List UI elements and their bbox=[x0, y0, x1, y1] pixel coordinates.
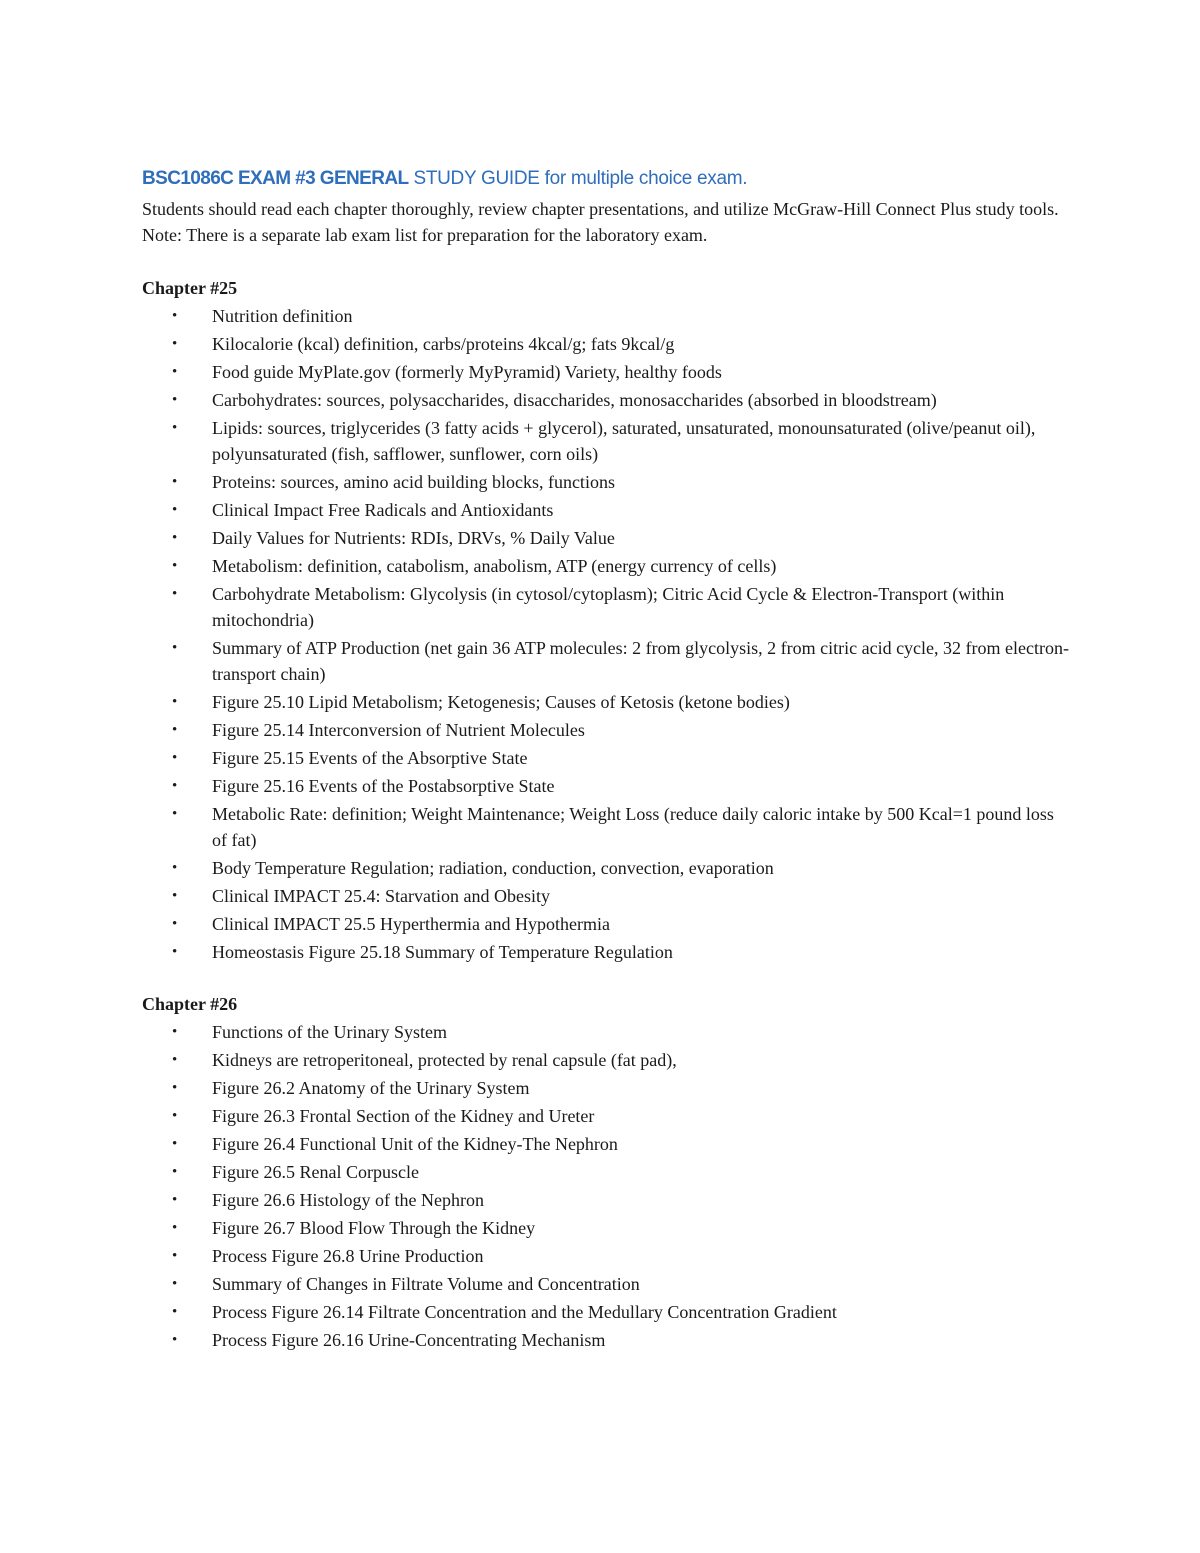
bullet-icon: • bbox=[172, 1136, 178, 1152]
list-item-text: Clinical IMPACT 25.4: Starvation and Obesity bbox=[212, 886, 550, 906]
list-item-text: Figure 25.16 Events of the Postabsorptive State bbox=[212, 776, 555, 796]
chapter-25-list bbox=[142, 303, 1072, 965]
list-item-text: Figure 26.4 Functional Unit of the Kidney-The Nephron bbox=[212, 1134, 618, 1154]
list-item-text: Figure 25.10 Lipid Metabolism; Ketogenesis; Causes of Ketosis (ketone bodies) bbox=[212, 692, 790, 712]
list-item bbox=[142, 359, 1072, 385]
bullet-icon: • bbox=[172, 308, 178, 324]
list-item bbox=[142, 415, 1072, 467]
list-item-text: Kidneys are retroperitoneal, protected by renal capsule (fat pad), bbox=[212, 1050, 677, 1070]
list-item bbox=[142, 1299, 1072, 1325]
list-item-text: Homeostasis Figure 25.18 Summary of Temperature Regulation bbox=[212, 942, 673, 962]
bullet-icon: • bbox=[172, 944, 178, 960]
bullet-icon: • bbox=[172, 860, 178, 876]
bullet-icon: • bbox=[172, 1220, 178, 1236]
list-item-text: Figure 26.7 Blood Flow Through the Kidney bbox=[212, 1218, 536, 1238]
chapter-25-heading: Chapter #25 bbox=[142, 278, 238, 298]
list-item-text: Figure 25.14 Interconversion of Nutrient Molecules bbox=[212, 720, 585, 740]
bullet-icon: • bbox=[172, 778, 178, 794]
bullet-icon: • bbox=[172, 640, 178, 656]
bullet-icon: • bbox=[172, 586, 178, 602]
list-item bbox=[142, 1131, 1072, 1157]
list-item-text: Metabolic Rate: definition; Weight Maintenance; Weight Loss (reduce daily caloric intake by 500 Kcal=1 pound loss of fat) bbox=[212, 804, 1054, 850]
list-item-text: Food guide MyPlate.gov (formerly MyPyramid) Variety, healthy foods bbox=[212, 362, 722, 382]
page-title-course: BSC1086C EXAM #3 GENERAL bbox=[142, 168, 409, 189]
list-item-text: Clinical Impact Free Radicals and Antioxidants bbox=[212, 500, 554, 520]
list-item-text: Process Figure 26.8 Urine Production bbox=[212, 1246, 484, 1266]
chapter-26-list bbox=[142, 1019, 1072, 1353]
list-item bbox=[142, 1075, 1072, 1101]
bullet-icon: • bbox=[172, 1080, 178, 1096]
bullet-icon: • bbox=[172, 1192, 178, 1208]
list-item bbox=[142, 689, 1072, 715]
intro-paragraph: Students should read each chapter thoroughly, review chapter presentations, and utilize McGraw-Hill Connect Plus study tools. Note: There is a separate lab exam list for preparation for the laboratory exam. bbox=[142, 199, 1059, 245]
bullet-icon: • bbox=[172, 474, 178, 490]
list-item-text: Metabolism: definition, catabolism, anabolism, ATP (energy currency of cells) bbox=[212, 556, 777, 576]
list-item-text: Kilocalorie (kcal) definition, carbs/proteins 4kcal/g; fats 9kcal/g bbox=[212, 334, 675, 354]
page-title bbox=[142, 164, 1072, 194]
list-item bbox=[142, 469, 1072, 495]
bullet-icon: • bbox=[172, 1108, 178, 1124]
list-item-text: Summary of ATP Production (net gain 36 ATP molecules: 2 from glycolysis, 2 from citric acid cycle, 32 from electron-transport chain) bbox=[212, 638, 1069, 684]
list-item bbox=[142, 303, 1072, 329]
bullet-icon: • bbox=[172, 1164, 178, 1180]
bullet-icon: • bbox=[172, 888, 178, 904]
list-item bbox=[142, 717, 1072, 743]
bullet-icon: • bbox=[172, 420, 178, 436]
list-item bbox=[142, 911, 1072, 937]
list-item-text: Figure 25.15 Events of the Absorptive State bbox=[212, 748, 528, 768]
bullet-icon: • bbox=[172, 502, 178, 518]
list-item bbox=[142, 855, 1072, 881]
bullet-icon: • bbox=[172, 1052, 178, 1068]
list-item bbox=[142, 801, 1072, 853]
list-item bbox=[142, 331, 1072, 357]
bullet-icon: • bbox=[172, 1276, 178, 1292]
list-item bbox=[142, 1103, 1072, 1129]
chapter-26-heading: Chapter #26 bbox=[142, 994, 238, 1014]
list-item bbox=[142, 1019, 1072, 1045]
document-body bbox=[142, 164, 1072, 1355]
list-item bbox=[142, 1327, 1072, 1353]
list-item-text: Lipids: sources, triglycerides (3 fatty acids + glycerol), saturated, unsaturated, monounsaturated (olive/peanut oil), polyunsaturated (fish, safflower, sunflower, corn oils) bbox=[212, 418, 1036, 464]
list-item bbox=[142, 1187, 1072, 1213]
bullet-icon: • bbox=[172, 558, 178, 574]
list-item-text: Daily Values for Nutrients: RDIs, DRVs, % Daily Value bbox=[212, 528, 615, 548]
list-item bbox=[142, 635, 1072, 687]
list-item-text: Carbohydrates: sources, polysaccharides, disaccharides, monosaccharides (absorbed in bloodstream) bbox=[212, 390, 937, 410]
list-item bbox=[142, 553, 1072, 579]
list-item-text: Process Figure 26.16 Urine-Concentrating Mechanism bbox=[212, 1330, 606, 1350]
page-title-subtitle: STUDY GUIDE for multiple choice exam. bbox=[408, 168, 748, 189]
list-item bbox=[142, 497, 1072, 523]
list-item-text: Figure 26.2 Anatomy of the Urinary System bbox=[212, 1078, 530, 1098]
list-item bbox=[142, 745, 1072, 771]
bullet-icon: • bbox=[172, 916, 178, 932]
bullet-icon: • bbox=[172, 336, 178, 352]
bullet-icon: • bbox=[172, 750, 178, 766]
bullet-icon: • bbox=[172, 1024, 178, 1040]
list-item bbox=[142, 525, 1072, 551]
bullet-icon: • bbox=[172, 806, 178, 822]
list-item bbox=[142, 883, 1072, 909]
list-item bbox=[142, 1215, 1072, 1241]
bullet-icon: • bbox=[172, 1332, 178, 1348]
list-item bbox=[142, 1047, 1072, 1073]
list-item bbox=[142, 387, 1072, 413]
bullet-icon: • bbox=[172, 392, 178, 408]
list-item bbox=[142, 1271, 1072, 1297]
list-item bbox=[142, 1243, 1072, 1269]
list-item-text: Clinical IMPACT 25.5 Hyperthermia and Hypothermia bbox=[212, 914, 610, 934]
list-item-text: Carbohydrate Metabolism: Glycolysis (in cytosol/cytoplasm); Citric Acid Cycle & Electron-Transport (within mitochondria) bbox=[212, 584, 1005, 630]
bullet-icon: • bbox=[172, 1248, 178, 1264]
bullet-icon: • bbox=[172, 694, 178, 710]
list-item-text: Functions of the Urinary System bbox=[212, 1022, 447, 1042]
list-item-text: Nutrition definition bbox=[212, 306, 353, 326]
list-item bbox=[142, 939, 1072, 965]
list-item-text: Figure 26.6 Histology of the Nephron bbox=[212, 1190, 484, 1210]
list-item-text: Proteins: sources, amino acid building blocks, functions bbox=[212, 472, 615, 492]
list-item-text: Figure 26.5 Renal Corpuscle bbox=[212, 1162, 419, 1182]
list-item bbox=[142, 1159, 1072, 1185]
list-item bbox=[142, 581, 1072, 633]
bullet-icon: • bbox=[172, 722, 178, 738]
list-item bbox=[142, 773, 1072, 799]
bullet-icon: • bbox=[172, 530, 178, 546]
list-item-text: Body Temperature Regulation; radiation, conduction, convection, evaporation bbox=[212, 858, 774, 878]
list-item-text: Figure 26.3 Frontal Section of the Kidney and Ureter bbox=[212, 1106, 595, 1126]
bullet-icon: • bbox=[172, 364, 178, 380]
list-item-text: Summary of Changes in Filtrate Volume and Concentration bbox=[212, 1274, 640, 1294]
bullet-icon: • bbox=[172, 1304, 178, 1320]
list-item-text: Process Figure 26.14 Filtrate Concentration and the Medullary Concentration Gradient bbox=[212, 1302, 837, 1322]
